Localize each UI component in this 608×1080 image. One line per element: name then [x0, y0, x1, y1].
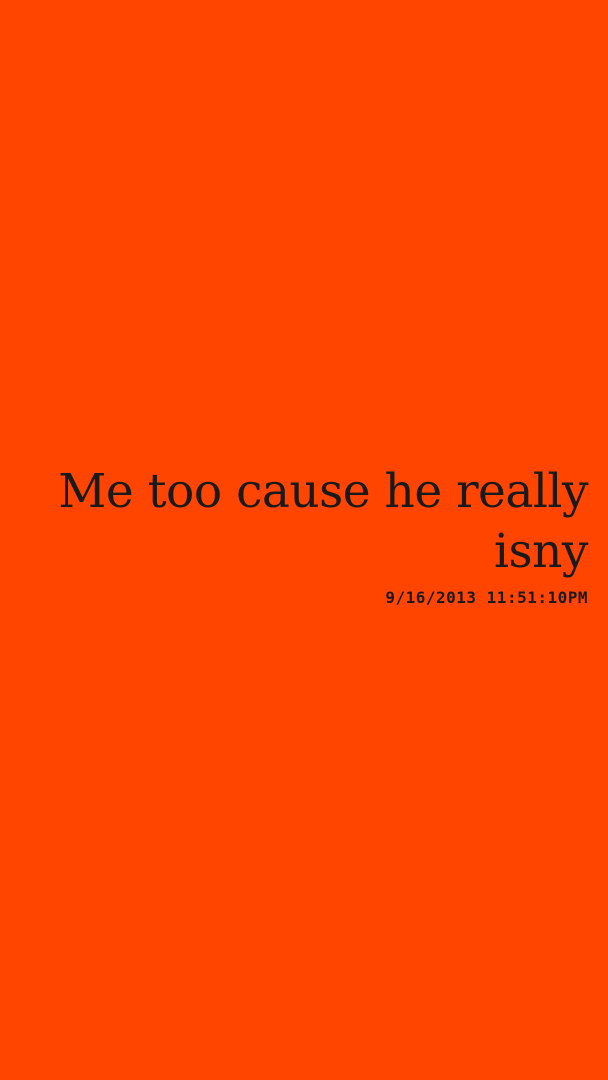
message-block: [24, 462, 588, 608]
message-text: Me too cause he really isny: [58, 464, 588, 579]
message-timestamp: 9/16/2013 11:51:10PM: [385, 588, 588, 607]
